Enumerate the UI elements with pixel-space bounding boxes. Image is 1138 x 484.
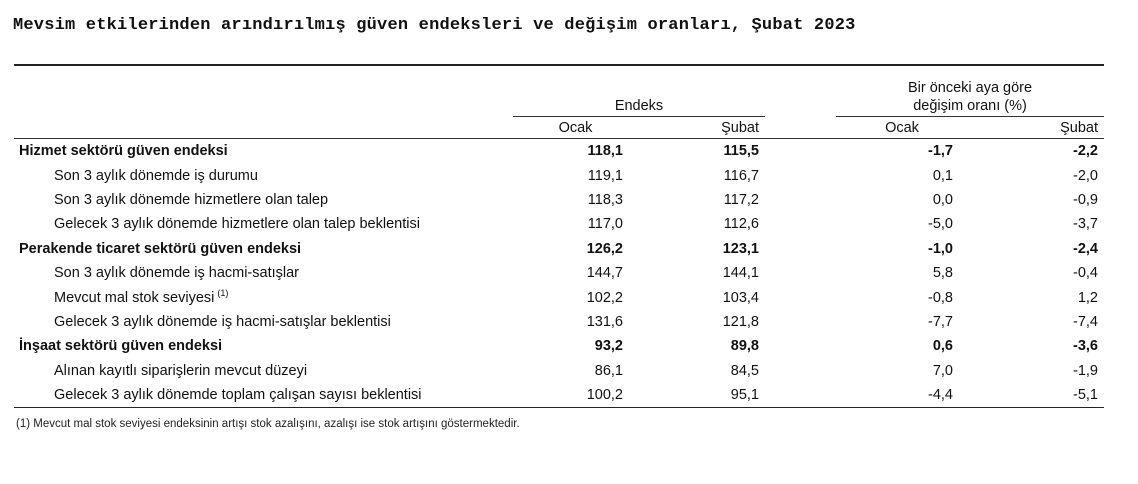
- table-row: [14, 188, 1104, 212]
- index-ocak-value: 119,1: [587, 167, 623, 184]
- change-ocak-value: 0,1: [932, 167, 953, 184]
- page-title: Mevsim etkilerinden arındırılmış güven endeksleri ve değişim oranları, Şubat 2023: [13, 16, 856, 35]
- table-bottom-rule: [14, 407, 1104, 408]
- change-ocak-value: 0,6: [932, 338, 953, 355]
- change-subat-value: -2,0: [1073, 167, 1098, 184]
- index-header: Endeks: [513, 92, 765, 117]
- change-ocak-value: 5,8: [932, 265, 953, 282]
- index-subat-value: 123,1: [722, 240, 759, 257]
- change-subat-header: Şubat: [1060, 119, 1098, 136]
- change-ocak-value: -4,4: [928, 387, 953, 404]
- row-label: Gelecek 3 aylık dönemde iş hacmi-satışlar beklentisi: [54, 313, 391, 330]
- row-label: Son 3 aylık dönemde iş durumu: [54, 167, 258, 184]
- change-rate-header-line1: Bir önceki aya göre: [907, 80, 1033, 96]
- row-label: Hizmet sektörü güven endeksi: [19, 143, 228, 160]
- change-rate-header: [836, 66, 1104, 117]
- change-rate-header-line2: değişim oranı (%): [913, 98, 1027, 114]
- change-ocak-value: 0,0: [932, 191, 953, 208]
- footnote-marker: (1): [217, 287, 229, 298]
- row-label: Gelecek 3 aylık dönemde hizmetlere olan talep beklentisi: [54, 216, 420, 233]
- index-ocak-value: 86,1: [594, 362, 623, 379]
- row-label: Gelecek 3 aylık dönemde toplam çalışan sayısı beklentisi: [54, 387, 422, 404]
- row-label: Mevcut mal stok seviyesi $^{(1)}$: [54, 287, 229, 306]
- change-subat-value: -3,7: [1073, 216, 1098, 233]
- row-label: Son 3 aylık dönemde hizmetlere olan talep: [54, 191, 329, 208]
- index-subat-value: 84,5: [730, 362, 759, 379]
- table-row: [14, 310, 1104, 334]
- index-subat-value: 89,8: [730, 338, 759, 355]
- index-subat-value: 115,5: [723, 143, 759, 160]
- row-label: Perakende ticaret sektörü güven endeksi: [19, 240, 302, 257]
- index-subat-value: 103,4: [722, 289, 759, 306]
- change-ocak-value: -7,7: [928, 313, 953, 330]
- change-subat-value: 1,2: [1077, 289, 1098, 306]
- change-subat-value: -3,6: [1073, 338, 1098, 355]
- index-ocak-value: 93,2: [594, 338, 623, 355]
- index-subat-value: 95,1: [730, 387, 759, 404]
- table-row: [14, 237, 1104, 261]
- change-subat-value: -0,9: [1073, 191, 1098, 208]
- footnote: (1) Mevcut mal stok seviyesi endeksinin artışı stok azalışını, azalışı ise stok artışını göstermektedir.: [16, 418, 520, 430]
- index-ocak-value: 102,2: [586, 289, 623, 306]
- table-row: [14, 383, 1104, 407]
- index-subat-value: 144,1: [722, 265, 759, 282]
- change-subat-value: -5,1: [1073, 387, 1098, 404]
- index-ocak-value: 126,2: [586, 240, 623, 257]
- index-subat-header: Şubat: [721, 119, 759, 136]
- change-ocak-value: -1,7: [928, 143, 953, 160]
- change-subat-value: -1,9: [1073, 362, 1098, 379]
- index-ocak-value: 117,0: [587, 216, 623, 233]
- table-row: [14, 261, 1104, 285]
- index-subat-value: 116,7: [723, 167, 759, 184]
- change-subat-value: -7,4: [1073, 313, 1098, 330]
- table-row: [14, 359, 1104, 383]
- row-label: İnşaat sektörü güven endeksi: [19, 338, 223, 355]
- row-label: Alınan kayıtlı siparişlerin mevcut düzeyi: [54, 362, 308, 379]
- change-ocak-value: -0,8: [928, 289, 953, 306]
- change-subat-value: -0,4: [1073, 265, 1098, 282]
- index-subat-value: 121,8: [722, 313, 759, 330]
- index-ocak-header: Ocak: [558, 119, 593, 136]
- change-ocak-value: -5,0: [928, 216, 953, 233]
- change-ocak-value: 7,0: [932, 362, 953, 379]
- index-subat-value: 117,2: [723, 191, 759, 208]
- table-row: [14, 139, 1104, 164]
- index-ocak-value: 118,1: [587, 143, 623, 160]
- index-subat-value: 112,6: [723, 216, 759, 233]
- table-row: [14, 285, 1104, 309]
- index-ocak-value: 100,2: [586, 387, 623, 404]
- index-ocak-value: 118,3: [587, 191, 623, 208]
- change-subat-value: -2,2: [1073, 143, 1098, 160]
- table-row: [14, 334, 1104, 358]
- index-ocak-value: 131,6: [586, 313, 623, 330]
- change-ocak-header: Ocak: [885, 119, 919, 136]
- change-ocak-value: -1,0: [928, 240, 953, 257]
- table-row: [14, 163, 1104, 187]
- index-ocak-value: 144,7: [586, 265, 623, 282]
- change-subat-value: -2,4: [1073, 240, 1098, 257]
- row-label: Son 3 aylık dönemde iş hacmi-satışlar: [54, 265, 299, 282]
- table-row: [14, 212, 1104, 236]
- confidence-index-table: [14, 64, 1104, 408]
